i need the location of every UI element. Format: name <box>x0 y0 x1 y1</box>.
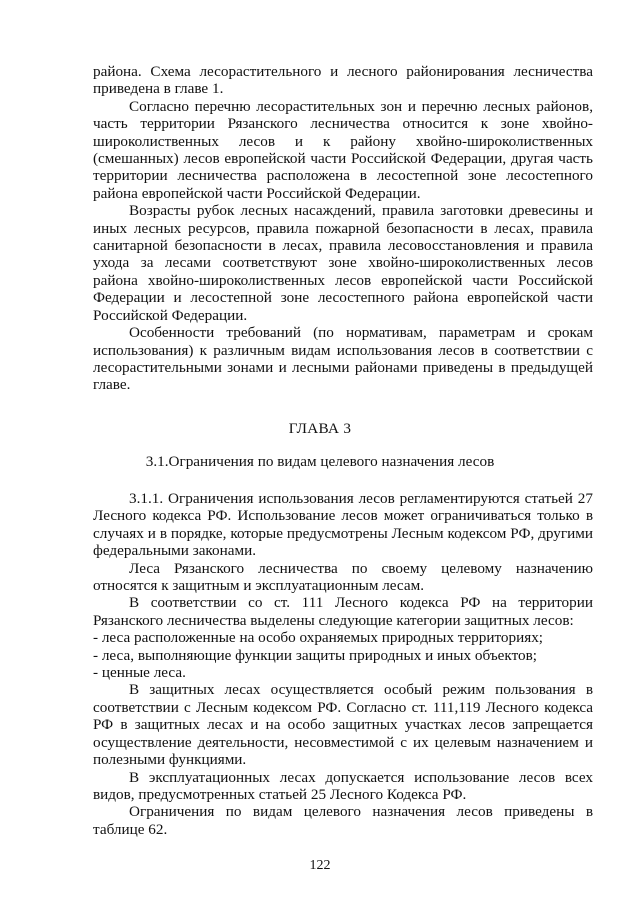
paragraph: Леса Рязанского лесничества по своему целевому назначению относятся к защитным и эксплуатационным лесам. <box>93 559 593 595</box>
paragraph: Ограничения по видам целевого назначения лесов приведены в таблице 62. <box>93 803 593 838</box>
list-item: - ценные леса. <box>93 664 186 682</box>
paragraph: Особенности требований (по нормативам, параметрам и срокам использования) к различным видам использования лесов в соответствии с лесорастительными зонами и лесными районами приведены в предыдущей главе. <box>93 324 593 394</box>
section-title: 3.1.Ограничения по видам целевого назначения лесов <box>145 453 495 470</box>
page-number: 122 <box>309 858 331 873</box>
list-item: - леса расположенные на особо охраняемых природных территориях; <box>93 629 544 647</box>
list-item: - леса, выполняющие функции защиты природных и иных объектов; <box>93 646 538 664</box>
paragraph: В эксплуатационных лесах допускается использование лесов всех видов, предусмотренных статьей 25 Лесного Кодекса РФ. <box>93 768 593 803</box>
paragraph: района. Схема лесорастительного и лесного районирования лесничества приведена в главе 1. <box>93 63 593 98</box>
paragraph: В соответствии со ст. 111 Лесного кодекса РФ на территории Рязанского лесничества выделены следующие категории защитных лесов: <box>93 594 593 629</box>
main-text-block <box>93 490 593 838</box>
paragraph: Согласно перечню лесорастительных зон и перечню лесных районов, часть территории Рязанского лесничества относится к зоне хвойно-широколиственных лесов и к району хвойно-широколиственных (смешанных) лесов европейской части Российской Федерации, другая часть территории лесничества расположена в лесостепной зоне лесостепного района европейской части Российской Федерации. <box>93 97 593 202</box>
paragraph: В защитных лесах осуществляется особый режим пользования в соответствии с Лесным кодексом РФ. Согласно ст. 111,119 Лесного кодекса РФ в защитных лесах и на особо защитных участках лесов запрещается осуществление деятельности, несовместимой с их целевым назначением и полезными функциями. <box>93 681 593 769</box>
paragraph: Возрасты рубок лесных насаждений, правила заготовки древесины и иных лесных ресурсов, правила пожарной безопасности в лесах, правила санитарной безопасности в лесах, правила лесовосстановления и правила ухода за лесами соответствуют зоне хвойно-широколиственных лесов района хвойно-широколиственных лесов европейской части Российской Федерации и лесостепной зоне лесостепного района европейской части Российской Федерации. <box>93 202 593 324</box>
chapter-title: ГЛАВА 3 <box>288 420 352 437</box>
top-text-block <box>93 63 593 394</box>
paragraph: 3.1.1. Ограничения использования лесов регламентируются статьей 27 Лесного кодекса РФ. Использование лесов может ограничиваться только в случаях и в порядке, которые предусмотрены Лесным кодексом РФ, другими федеральными законами. <box>93 490 593 560</box>
